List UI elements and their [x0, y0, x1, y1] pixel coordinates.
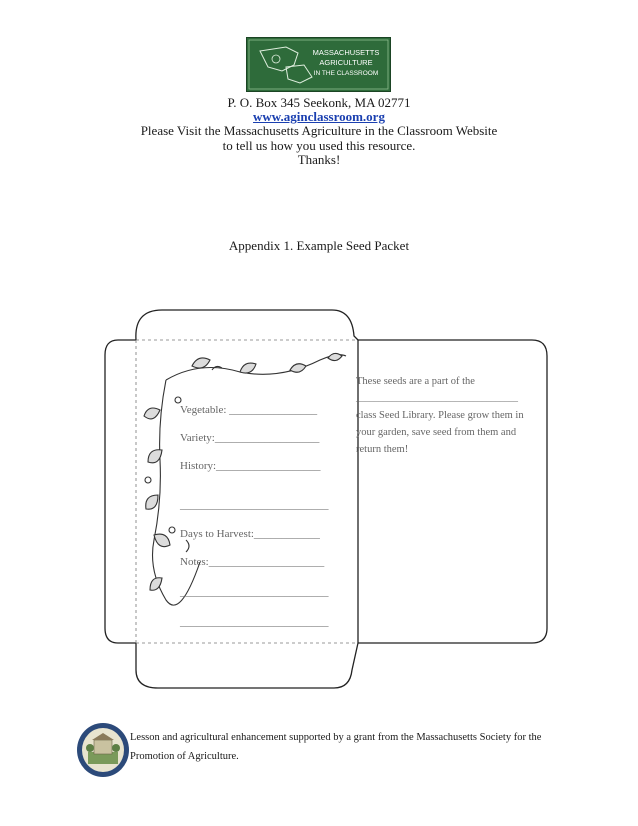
appendix-title: Appendix 1. Example Seed Packet [228, 238, 410, 253]
massachusetts-society-seal [76, 722, 130, 778]
variety-field: Variety:___________________ [180, 432, 320, 444]
seed-library-line: These seeds are a part of the [356, 376, 475, 387]
visit-website-line: Please Visit the Massachusetts Agriculture in the Classroom Website [140, 123, 498, 138]
thanks-text: Thanks! [297, 152, 341, 167]
mailing-address: P. O. Box 345 Seekonk, MA 02771 [227, 95, 411, 110]
grant-credit [130, 728, 550, 766]
seed-library-line: return them! [356, 444, 409, 455]
notes-blank-line-1: ___________________________ [180, 586, 329, 598]
days-to-harvest-field: Days to Harvest:____________ [180, 528, 320, 540]
logo-text-3: IN THE CLASSROOM [313, 70, 379, 77]
seed-library-line: your garden, save seed from them and [356, 427, 517, 438]
website-link[interactable]: www.aginclassroom.org [253, 109, 385, 124]
grant-credit-line-1: Lesson and agricultural enhancement supported by a grant from the Massachusetts Society for the [130, 732, 542, 743]
seed-packet-outline [100, 300, 552, 690]
feedback-request-line: to tell us how you used this resource. [222, 138, 416, 153]
mass-ag-classroom-logo [246, 37, 391, 92]
seed-library-line: class Seed Library. Please grow them in [356, 410, 524, 421]
logo-text-1: MASSACHUSETTS [312, 48, 380, 57]
history-field: History:___________________ [180, 460, 321, 472]
logo-text-2: AGRICULTURE [319, 58, 373, 67]
notes-blank-line-2: ___________________________ [180, 616, 329, 628]
seed-library-line: ____________________________________ [356, 393, 518, 403]
seed-library-note [356, 373, 536, 458]
grant-credit-line-2: Promotion of Agriculture. [130, 751, 239, 762]
history-blank-line: ___________________________ [180, 499, 329, 511]
vegetable-field: Vegetable: ________________ [180, 404, 318, 416]
notes-field: Notes:_____________________ [180, 556, 325, 568]
